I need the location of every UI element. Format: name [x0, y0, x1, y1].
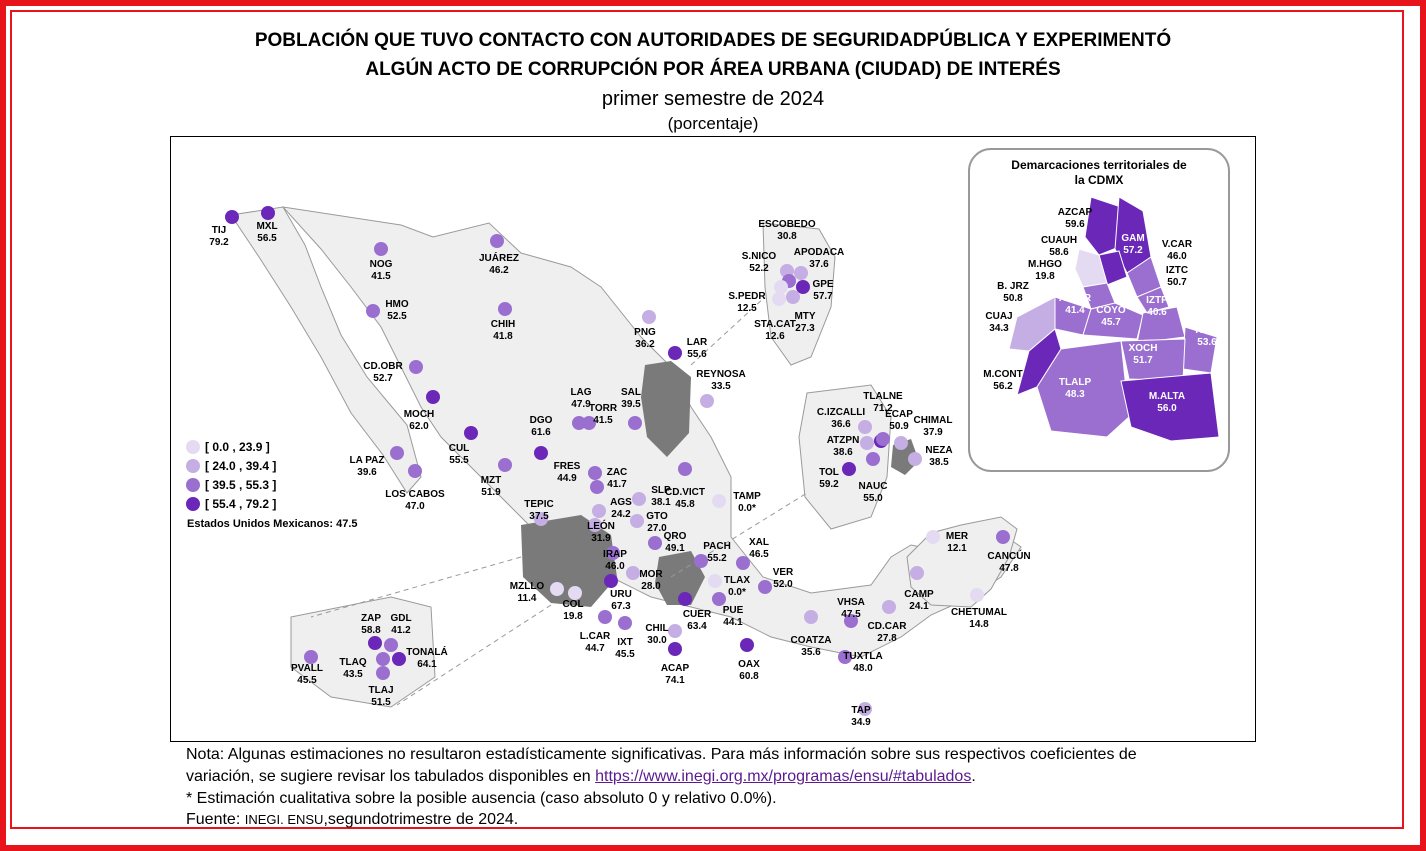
city-value: 41.2: [391, 625, 411, 636]
city-value: 30.0: [647, 635, 667, 646]
city-value: 45.5: [615, 649, 635, 660]
city-value: 55.2: [707, 553, 727, 564]
city-marker: [392, 652, 406, 666]
cdmx-value: 45.7: [1101, 317, 1121, 328]
cdmx-name: CUAJ: [985, 311, 1013, 322]
city-name: GPE: [812, 279, 834, 290]
city-name: SAL: [621, 387, 641, 398]
city-name: S.NICO: [741, 251, 777, 262]
city-marker: [708, 574, 722, 588]
legend-label-4: [ 55.4 , 79.2 ]: [205, 497, 277, 511]
city-marker: [740, 638, 754, 652]
cdmx-value: 48.3: [1065, 389, 1085, 400]
city-name: APODACA: [793, 247, 845, 258]
city-marker: [876, 432, 890, 446]
city-name: MER: [945, 531, 969, 542]
city-name: S.PEDR: [728, 291, 766, 302]
city-name: LAG: [570, 387, 592, 398]
cdmx-value: 50.8: [1003, 293, 1023, 304]
city-name: CHETUMAL: [950, 607, 1008, 618]
city-marker: [384, 638, 398, 652]
city-value: 14.8: [969, 619, 989, 630]
city-value: 24.1: [909, 601, 929, 612]
city-marker: [642, 310, 656, 324]
city-marker: [626, 566, 640, 580]
city-value: 51.5: [371, 697, 391, 708]
city-value: 38.5: [929, 457, 949, 468]
city-marker: [970, 588, 984, 602]
cdmx-name: COYO: [1096, 305, 1126, 316]
city-value: 47.0: [405, 501, 425, 512]
city-name: NAUC: [858, 481, 888, 492]
city-value: 63.4: [687, 621, 707, 632]
legend-swatch-1: [186, 440, 200, 454]
city-name: ATZPN: [826, 435, 860, 446]
city-value: 57.7: [813, 291, 833, 302]
city-name: CUL: [448, 443, 470, 454]
legend-swatch-3: [186, 478, 200, 492]
city-marker: [409, 360, 423, 374]
city-value: 64.1: [417, 659, 437, 670]
city-value: 62.0: [409, 421, 429, 432]
city-value: 37.9: [923, 427, 943, 438]
city-name: CAMP: [904, 589, 934, 600]
source-institution: INEGI. ENSU: [244, 812, 324, 827]
city-value: 48.0: [853, 663, 873, 674]
city-marker: [668, 642, 682, 656]
city-value: 52.0: [773, 579, 793, 590]
city-name: NEZA: [925, 445, 953, 456]
city-marker: [678, 592, 692, 606]
city-marker: [926, 530, 940, 544]
city-name: XAL: [749, 537, 769, 548]
city-name: TAP: [851, 705, 871, 716]
city-marker: [842, 462, 856, 476]
city-marker: [366, 304, 380, 318]
city-name: CD.VICT: [665, 487, 705, 498]
city-value: 55.5: [449, 455, 469, 466]
cdmx-name: M.CONT: [983, 369, 1023, 380]
city-value: 49.1: [665, 543, 685, 554]
city-name: SLP: [651, 485, 671, 496]
city-marker: [490, 234, 504, 248]
city-marker: [225, 210, 239, 224]
source-line: [186, 811, 518, 829]
cdmx-value: 41.4: [1065, 305, 1085, 316]
city-value: 50.9: [889, 421, 909, 432]
city-value: 55.0: [863, 493, 883, 504]
city-name: DGO: [529, 415, 553, 426]
city-name: TLAJ: [368, 685, 394, 696]
city-name: L.CAR: [579, 631, 611, 642]
city-name: CHIH: [490, 319, 516, 330]
legend-label-2: [ 24.0 , 39.4 ]: [205, 459, 277, 473]
cdmx-name: V.CAR: [1161, 239, 1193, 250]
city-name: MZLLO: [509, 581, 545, 592]
city-marker: [694, 554, 708, 568]
city-name: URU: [610, 589, 632, 600]
legend-swatch-2: [186, 459, 200, 473]
city-value: 19.8: [563, 611, 583, 622]
city-marker: [996, 530, 1010, 544]
cdmx-value: 53.6: [1197, 337, 1217, 348]
source-prefix: Fuente:: [186, 811, 245, 828]
city-marker: [304, 650, 318, 664]
city-value: 61.6: [531, 427, 551, 438]
title-line-1: POBLACIÓN QUE TUVO CONTACTO CON AUTORIDADES DE SEGURIDADPÚBLICA Y EXPERIMENTÓ: [254, 30, 1172, 51]
city-name: ECAP: [885, 409, 913, 420]
city-name: MXL: [256, 221, 278, 232]
national-total: Estados Unidos Mexicanos: 47.5: [187, 518, 358, 530]
legend-label-3: [ 39.5 , 55.3 ]: [205, 478, 277, 492]
city-marker: [590, 480, 604, 494]
city-marker: [712, 494, 726, 508]
city-name: MOCH: [403, 409, 435, 420]
cdmx-name: M.HGO: [1028, 259, 1062, 270]
note-line-2-end: .: [971, 768, 976, 785]
city-value: 44.9: [557, 473, 577, 484]
note-line-1: Nota: Algunas estimaciones no resultaron estadísticamente significativas. Para más información sobre sus respectivos coeficientes de: [186, 746, 1137, 763]
city-name: QRO: [663, 531, 687, 542]
city-marker: [632, 492, 646, 506]
city-marker: [774, 280, 788, 294]
city-value: 56.5: [257, 233, 277, 244]
city-marker: [866, 452, 880, 466]
city-name: MZT: [480, 475, 502, 486]
city-name: IXT: [617, 637, 633, 648]
city-value: 46.2: [489, 265, 509, 276]
city-value: 58.8: [361, 625, 381, 636]
city-name: CHIL: [645, 623, 669, 634]
cdmx-value: 57.2: [1123, 245, 1143, 256]
city-name: JUÁREZ: [478, 253, 520, 264]
cdmx-value: 58.6: [1049, 247, 1069, 258]
city-marker: [804, 610, 818, 624]
city-marker: [550, 582, 564, 596]
city-name: HMO: [385, 299, 409, 310]
legend: [186, 440, 276, 511]
city-value: 38.1: [651, 497, 671, 508]
city-name: STA.CAT: [754, 319, 796, 330]
city-marker: [598, 610, 612, 624]
source-suffix: ,segundotrimestre de 2024.: [323, 811, 519, 828]
cdmx-name: CUAUH: [1040, 235, 1078, 246]
city-value: 28.0: [641, 581, 661, 592]
city-value: 36.2: [635, 339, 655, 350]
mexico-map: [171, 137, 1256, 742]
city-value: 38.6: [833, 447, 853, 458]
city-marker: [668, 346, 682, 360]
city-value: 27.0: [647, 523, 667, 534]
city-value: 55.6: [687, 349, 707, 360]
city-marker: [588, 466, 602, 480]
city-value: 47.8: [999, 563, 1019, 574]
cdmx-name: IZTP: [1146, 295, 1168, 306]
city-name: CANCÚN: [987, 551, 1031, 562]
city-name: ACAP: [660, 663, 690, 674]
city-marker: [648, 536, 662, 550]
city-name: MTY: [794, 311, 816, 322]
unit-label: (porcentaje): [667, 114, 759, 133]
city-marker: [498, 302, 512, 316]
city-name: COL: [562, 599, 584, 610]
city-value: 44.7: [585, 643, 605, 654]
city-name: ZAP: [361, 613, 381, 624]
city-name: REYNOSA: [696, 369, 746, 380]
city-value: 39.6: [357, 467, 377, 478]
city-value: 45.8: [675, 499, 695, 510]
city-marker: [374, 242, 388, 256]
map-panel: [170, 136, 1256, 742]
city-name: CUER: [682, 609, 712, 620]
cdmx-value: 19.8: [1035, 271, 1055, 282]
city-value: 30.8: [777, 231, 797, 242]
city-marker: [668, 624, 682, 638]
city-value: 47.5: [841, 609, 861, 620]
city-marker: [534, 446, 548, 460]
cdmx-name: IZTC: [1165, 265, 1189, 276]
city-value: 47.9: [571, 399, 591, 410]
city-name: TIJ: [211, 225, 227, 236]
city-value: 41.8: [493, 331, 513, 342]
cdmx-title-2: la CDMX: [1074, 173, 1124, 187]
city-marker: [464, 426, 478, 440]
city-marker: [860, 436, 874, 450]
city-value: 52.5: [387, 311, 407, 322]
city-name: VHSA: [837, 597, 865, 608]
city-value: 35.6: [801, 647, 821, 658]
city-name: PACH: [703, 541, 731, 552]
city-name: OAX: [738, 659, 760, 670]
city-value: 0.0*: [728, 587, 746, 598]
city-marker: [390, 446, 404, 460]
cdmx-name: TLALP: [1058, 377, 1092, 388]
city-value: 51.9: [481, 487, 501, 498]
city-value: 60.8: [739, 671, 759, 682]
city-value: 31.9: [591, 533, 611, 544]
city-value: 33.5: [711, 381, 731, 392]
city-marker: [618, 616, 632, 630]
city-name: PNG: [634, 327, 656, 338]
city-marker: [894, 436, 908, 450]
city-name: TAMP: [733, 491, 761, 502]
city-marker: [736, 556, 750, 570]
city-value: 44.1: [723, 617, 743, 628]
cdmx-title-1: Demarcaciones territoriales de: [1011, 158, 1187, 172]
note-line-2: [186, 768, 976, 786]
city-marker: [786, 290, 800, 304]
city-value: 41.5: [371, 271, 391, 282]
city-marker: [498, 458, 512, 472]
city-value: 45.5: [297, 675, 317, 686]
city-value: 46.5: [749, 549, 769, 560]
city-value: 27.8: [877, 633, 897, 644]
city-name: C.IZCALLI: [816, 407, 866, 418]
city-name: GTO: [646, 511, 668, 522]
cdmx-value: 40.6: [1147, 307, 1167, 318]
city-marker: [261, 206, 275, 220]
city-name: LOS CABOS: [385, 489, 445, 500]
cdmx-value: 50.7: [1167, 277, 1187, 288]
city-name: ESCOBEDO: [758, 219, 816, 230]
city-marker: [568, 586, 582, 600]
city-name: PVALL: [290, 663, 324, 674]
city-value: 12.6: [765, 331, 785, 342]
cdmx-name: AZCAP: [1057, 207, 1093, 218]
city-value: 34.9: [851, 717, 871, 728]
city-name: TLAX: [723, 575, 751, 586]
city-name: LAR: [686, 337, 708, 348]
cdmx-value: 34.3: [989, 323, 1009, 334]
city-marker: [908, 452, 922, 466]
city-marker: [368, 636, 382, 650]
city-value: 71.2: [873, 403, 893, 414]
city-marker: [630, 514, 644, 528]
city-name: TEPIC: [524, 499, 554, 510]
cdmx-name: TLHC: [1193, 325, 1221, 336]
city-marker: [794, 266, 808, 280]
city-name: ZAC: [606, 467, 628, 478]
city-value: 0.0*: [738, 503, 756, 514]
city-value: 74.1: [665, 675, 685, 686]
city-marker: [408, 464, 422, 478]
city-marker: [796, 280, 810, 294]
city-marker: [678, 462, 692, 476]
cdmx-name: XOCH: [1128, 343, 1158, 354]
city-value: 59.2: [819, 479, 839, 490]
city-marker: [882, 600, 896, 614]
cdmx-value: 51.7: [1133, 355, 1153, 366]
city-name: NOG: [369, 259, 393, 270]
city-name: COATZA: [790, 635, 832, 646]
city-name: TLALNE: [863, 391, 903, 402]
city-name: VER: [772, 567, 794, 578]
cdmx-inset: [969, 149, 1229, 471]
city-name: LA PAZ: [349, 455, 385, 466]
cdmx-name: A.OBR: [1058, 293, 1092, 304]
cdmx-value: 46.0: [1167, 251, 1187, 262]
city-value: 37.6: [809, 259, 829, 270]
city-marker: [910, 566, 924, 580]
city-value: 24.2: [611, 509, 631, 520]
city-name: LEÓN: [587, 521, 615, 532]
city-value: 43.5: [343, 669, 363, 680]
city-name: GDL: [390, 613, 412, 624]
legend-label-1: [ 0.0 , 23.9 ]: [205, 440, 270, 454]
city-value: 41.7: [607, 479, 627, 490]
cdmx-value: 56.0: [1157, 403, 1177, 414]
city-marker: [376, 666, 390, 680]
city-name: AGS: [610, 497, 632, 508]
city-marker: [712, 592, 726, 606]
note-line-3: * Estimación cualitativa sobre la posible ausencia (caso absoluto 0 y relativo 0.0%).: [186, 790, 777, 807]
city-value: 67.3: [611, 601, 631, 612]
city-value: 46.0: [605, 561, 625, 572]
city-value: 11.4: [517, 593, 537, 604]
city-value: 52.2: [749, 263, 769, 274]
city-marker: [592, 504, 606, 518]
city-name: FRES: [553, 461, 581, 472]
cdmx-name: B. JRZ: [997, 281, 1029, 292]
city-marker: [858, 420, 872, 434]
city-value: 41.5: [593, 415, 613, 426]
city-name: TLAQ: [339, 657, 367, 668]
city-marker: [376, 652, 390, 666]
cdmx-value: 59.6: [1065, 219, 1085, 230]
city-value: 37.5: [529, 511, 549, 522]
cdmx-name: GAM: [1121, 233, 1145, 244]
city-name: PUE: [722, 605, 744, 616]
note-line-2-text: variación, se sugiere revisar los tabulados disponibles en: [186, 768, 596, 785]
city-value: 52.7: [373, 373, 393, 384]
city-value: 39.5: [621, 399, 641, 410]
cdmx-value: 56.2: [993, 381, 1013, 392]
city-name: CHIMAL: [913, 415, 953, 426]
city-name: TOL: [819, 467, 839, 478]
city-marker: [426, 390, 440, 404]
title-line-2: ALGÚN ACTO DE CORRUPCIÓN POR ÁREA URBANA (CIUDAD) DE INTERÉS: [365, 59, 1061, 80]
city-marker: [758, 580, 772, 594]
city-name: CD.OBR: [363, 361, 403, 372]
city-value: 12.1: [947, 543, 967, 554]
city-value: 36.6: [831, 419, 851, 430]
city-name: IRAP: [603, 549, 627, 560]
city-name: TUXTLA: [843, 651, 883, 662]
city-name: TORR: [588, 403, 618, 414]
city-name: MOR: [639, 569, 663, 580]
city-marker: [700, 394, 714, 408]
tabulados-link[interactable]: https://www.inegi.org.mx/programas/ensu/#tabulados: [595, 768, 972, 785]
city-value: 79.2: [209, 237, 229, 248]
city-name: CD.CAR: [867, 621, 907, 632]
city-marker: [604, 574, 618, 588]
city-marker: [772, 292, 786, 306]
legend-swatch-4: [186, 497, 200, 511]
city-marker: [628, 416, 642, 430]
city-name: TONALÁ: [406, 647, 448, 658]
city-value: 12.5: [737, 303, 757, 314]
cdmx-name: M.ALTA: [1148, 391, 1186, 402]
subtitle: primer semestre de 2024: [601, 88, 825, 110]
city-value: 27.3: [795, 323, 815, 334]
